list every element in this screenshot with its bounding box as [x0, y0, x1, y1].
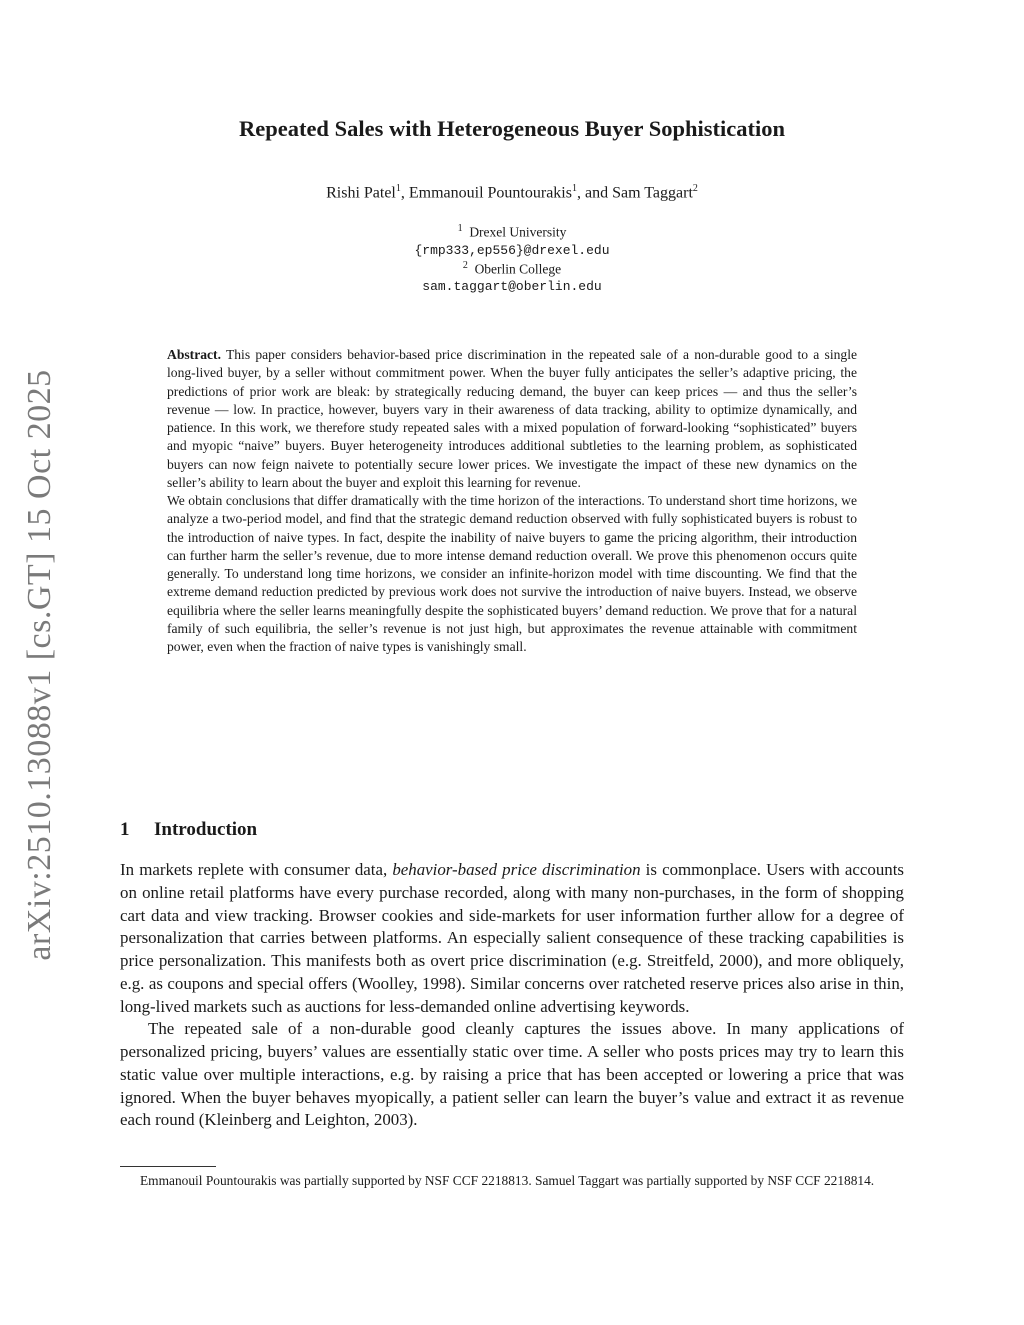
abstract-paragraph: This paper considers behavior-based price discrimination in the repeated sale of a non-durable good to a single long-lived buyer, by a seller without commitment power. When the buyer fully anticipates the seller’s adaptive pricing, the predictions of prior work are bleak: by strategically reducing demand, the buyer can keep prices — and thus the seller’s revenue — low. In practice, however, buyers vary in their awareness of data tracking, ability to optimize dynamically, and patience. In this work, we therefore study repeated sales with a mixed population of forward-looking “sophisticated” buyers and myopic “naive” buyers. Buyer heterogeneity introduces additional subtleties to the learning problem, as sophisticated buyers can now feign naivete to potentially secure lower prices. We investigate the impact of these new dynamics on the seller’s ability to learn about the buyer and exploit this learning for revenue. — [167, 347, 858, 490]
abstract-label: Abstract. — [167, 347, 221, 362]
introduction-body — [120, 859, 904, 1132]
author-name: Sam Taggart — [612, 184, 693, 202]
emphasis: behavior-based price discrimination — [392, 860, 641, 879]
author-separator: , and — [576, 184, 613, 202]
affiliation-2 — [0, 257, 1024, 297]
section-heading — [120, 819, 257, 841]
section-title: Introduction — [154, 819, 258, 840]
abstract-paragraph: We obtain conclusions that differ dramatically with the time horizon of the interactions. To understand short time horizons, we analyze a two-period model, and find that the strategic demand reduction observed with fully sophisticated buyers is robust to the introduction of naive types. In fact, despite the inability of naive buyers to game the pricing algorithm, their introduction can further harm the seller’s revenue, due to more intense demand reduction overall. We prove this phenomenon occurs quite generally. To understand long time horizons, we consider an infinite-horizon model with time discounting. We find that the extreme demand reduction predicted by previous work does not survive the introduction of naive buyers. Instead, we observe equilibria where the seller learns meaningfully despite the sophisticated buyers’ demand reduction. We prove that for a natural family of such equilibria, the seller’s revenue is not just high, but approximates the revenue attainable with commitment power, even when the fraction of naive types is vanishingly small. — [167, 493, 857, 654]
author-affil-mark: 1 — [571, 183, 577, 194]
affiliation-name: Drexel University — [469, 224, 567, 240]
intro-paragraph — [120, 859, 904, 1018]
footnote: Emmanouil Pountourakis was partially supported by NSF CCF 2218813. Samuel Taggart was partially supported by NSF CCF 2218814. — [140, 1173, 875, 1188]
author-name: Emmanouil Pountourakis — [408, 184, 572, 202]
affiliation-name: Oberlin College — [474, 261, 562, 276]
affil-mark: 1 — [457, 223, 463, 234]
paper-title: Repeated Sales with Heterogeneous Buyer Sophistication — [238, 116, 786, 141]
author-separator: , — [400, 184, 409, 202]
arxiv-identifier: arXiv:2510.13088v1 [cs.GT] 15 Oct 2025 — [21, 369, 58, 961]
section-number: 1 — [120, 819, 130, 840]
author-affil-mark: 2 — [692, 183, 698, 194]
affil-mark: 2 — [462, 259, 468, 271]
affiliation-email: sam.taggart@oberlin.edu — [422, 279, 602, 295]
abstract — [167, 346, 857, 656]
affiliation-1 — [0, 220, 1024, 260]
author-list — [0, 183, 1024, 202]
text: In markets replete with consumer data, — [120, 860, 393, 879]
text: is commonplace. Users with accounts on online retail platforms have every purchase recorded, along with many non-purchases, in the form of shopping cart data and view tracking. Browser cookies and side-markets for user information further allow for a degree of personalization that carries between platforms. An especially salient consequence of these tracking capabilities is price personalization. This manifests both as overt price discrimination (e.g. Streitfeld, 2000), and more obliquely, e.g. as coupons and special offers (Woolley, 1998). Similar concerns over ratcheted reserve prices also arise in thin, long-lived markets such as auctions for less-demanded online advertising keywords. — [120, 860, 904, 1016]
intro-paragraph: The repeated sale of a non-durable good cleanly captures the issues above. In many applications of personalized pricing, buyers’ values are essentially static over time. A seller who posts prices may try to learn this static value over multiple interactions, e.g. by raising a price that has been accepted or lowering a price that was ignored. When the buyer behaves myopically, a patient seller can learn the buyer’s value and extract it as revenue each round (Kleinberg and Leighton, 2003). — [120, 1019, 904, 1130]
author-name: Rishi Patel — [326, 184, 396, 202]
affiliation-email: {rmp333,ep556}@drexel.edu — [414, 242, 610, 258]
author-affil-mark: 1 — [395, 183, 401, 194]
footnote-rule — [120, 1166, 216, 1167]
